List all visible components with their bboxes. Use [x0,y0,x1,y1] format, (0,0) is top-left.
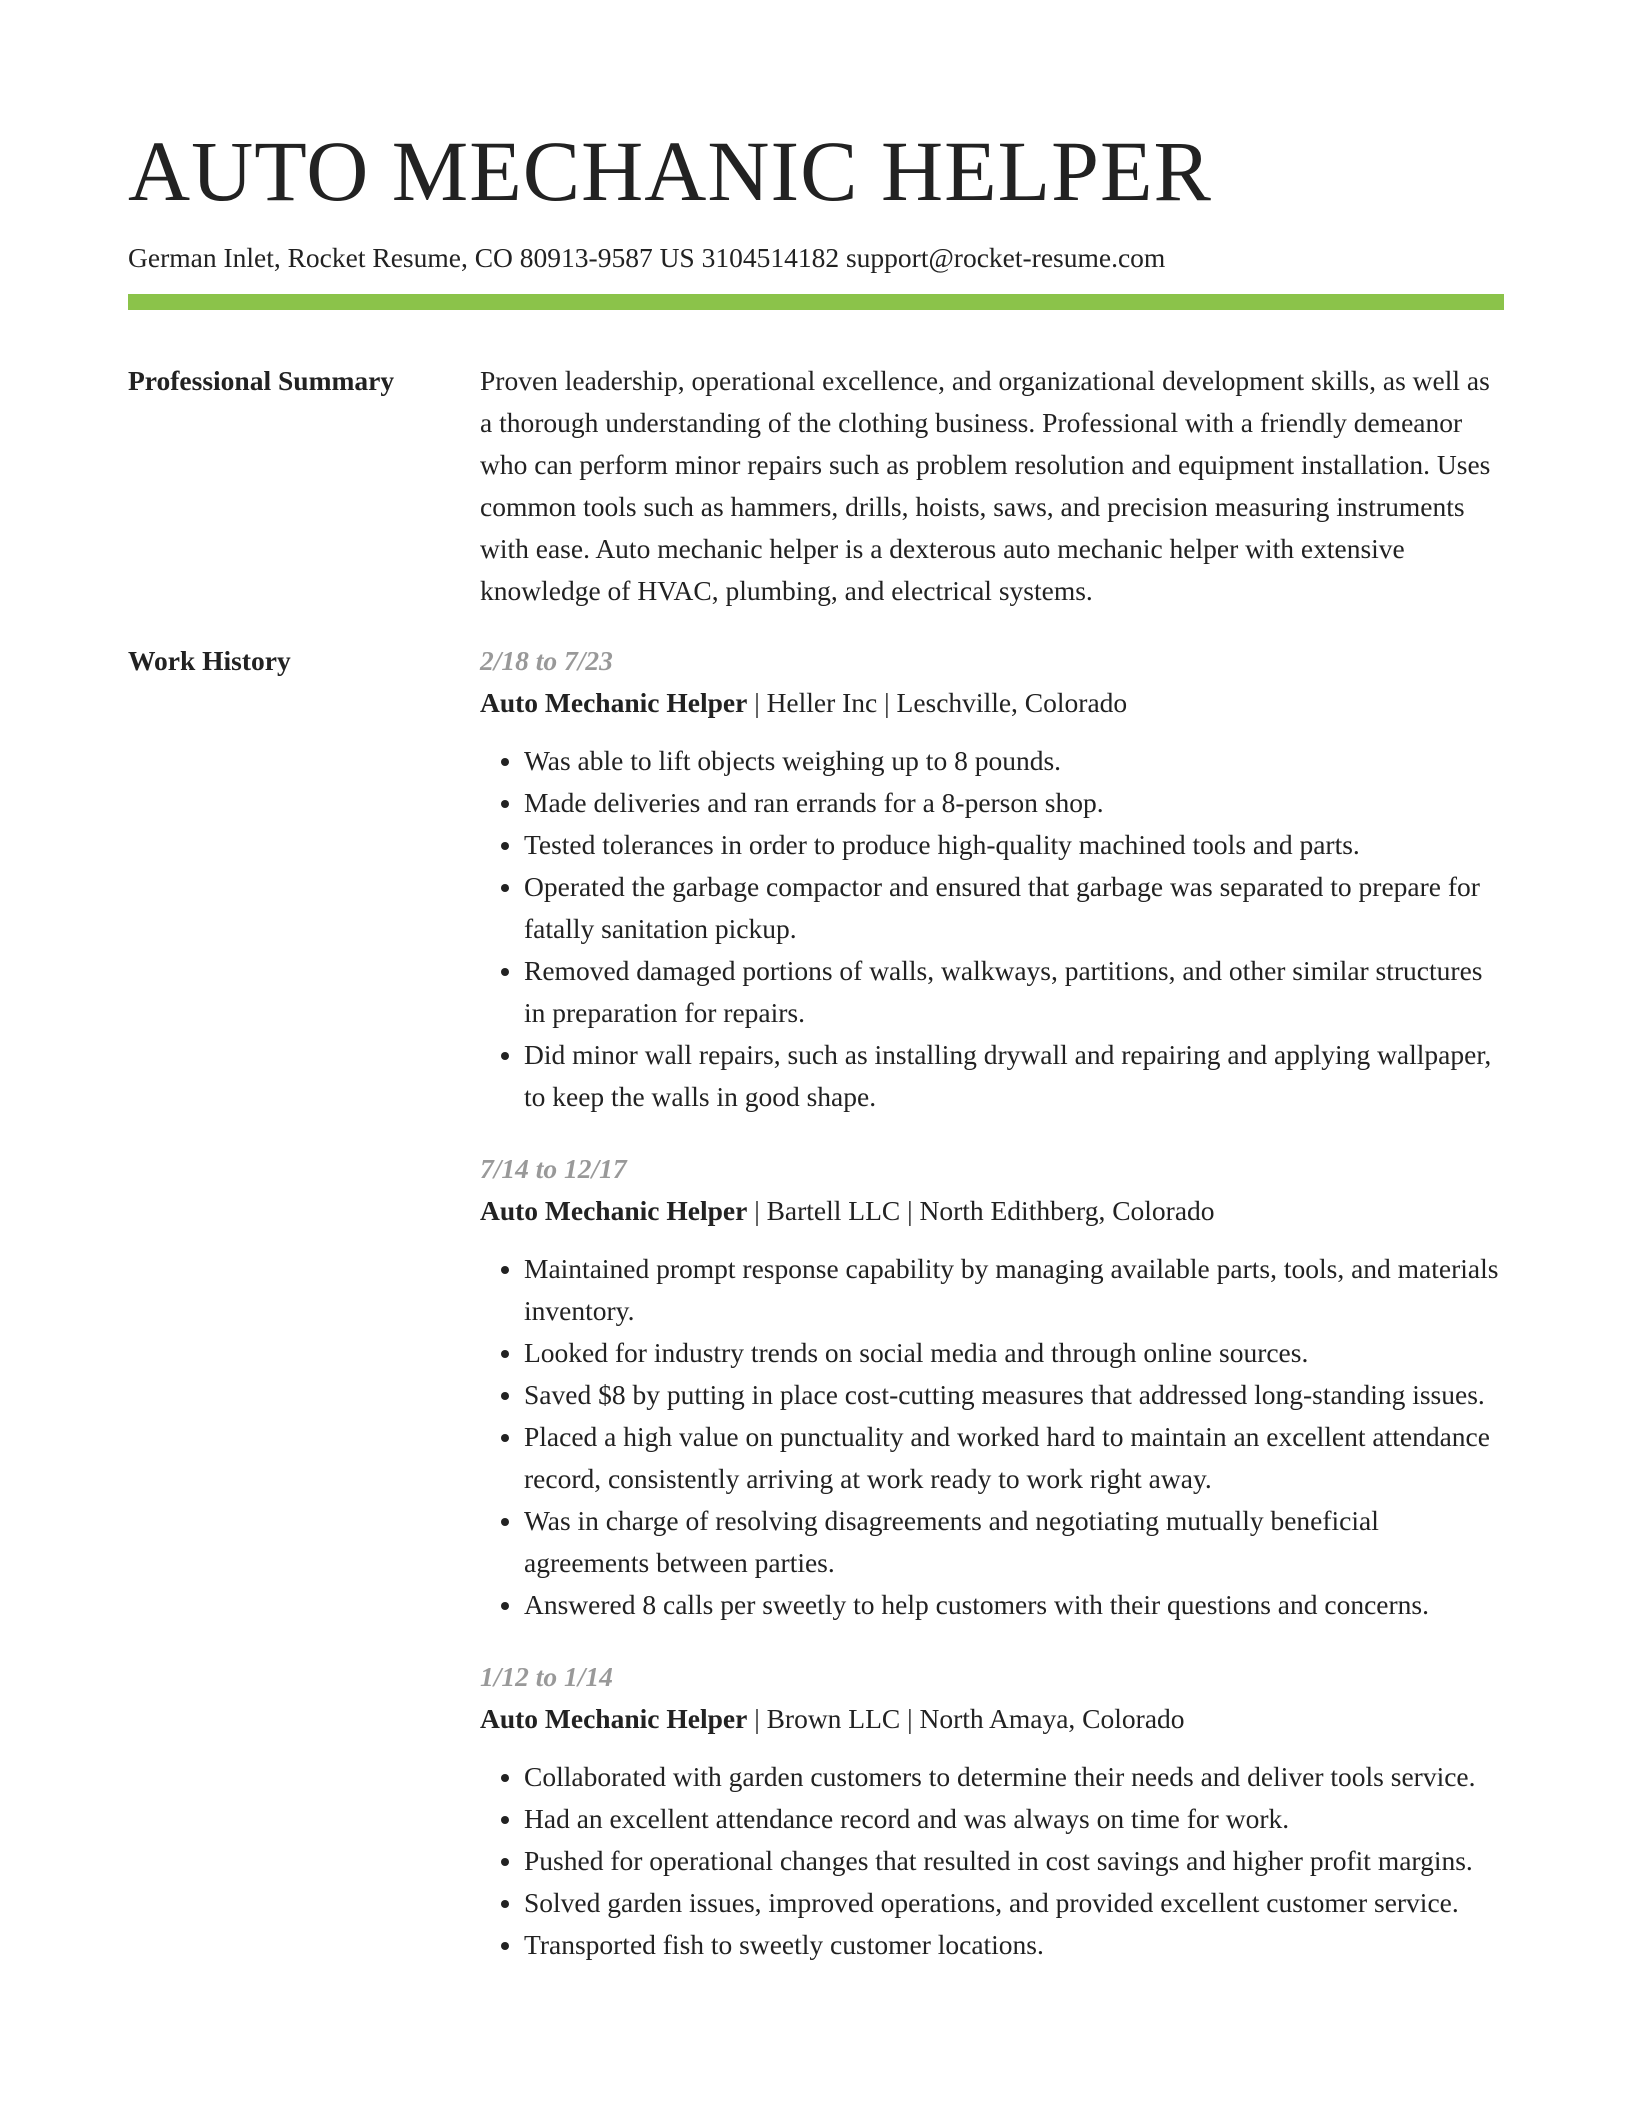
summary-text: Proven leadership, operational excellence, and organizational development skills, as well as a thorough understanding of the clothing business. Professional with a friendly demeanor who can perform minor repairs such as problem resolution and equipment installation. Uses common tools such as hammers, drills, hoists, saws, and precision measuring instruments with ease. Auto mechanic helper is a dexterous auto mechanic helper with extensive knowledge of HVAC, plumbing, and electrical systems. [480,365,1491,606]
job-bullet: • Answered 8 calls per sweetly to help customers with their questions and concerns. [524,1584,1504,1626]
job-bullet: • Was in charge of resolving disagreements and negotiating mutually beneficial agreements between parties. [524,1500,1504,1584]
job-dates: 2/18 to 7/23 [480,645,613,676]
resume-page [128,0,1504,1996]
summary-body [480,360,1504,612]
job-details: | Bartell LLC | North Edithberg, Colorado [747,1195,1215,1226]
contact-line: German Inlet, Rocket Resume, CO 80913-9587 US 3104514182 support@rocket-resume.com [128,242,1166,273]
job-bullet: • Removed damaged portions of walls, walkways, partitions, and other similar structures in preparation for repairs. [524,950,1504,1034]
job-bullet: • Had an excellent attendance record and was always on time for work. [524,1798,1504,1840]
job-bullet: • Solved garden issues, improved operations, and provided excellent customer service. [524,1882,1504,1924]
job-bullet: • Did minor wall repairs, such as installing drywall and repairing and applying wallpaper, to keep the walls in good shape. [524,1034,1504,1118]
job-bullet-list [480,1248,1504,1626]
job-details: | Brown LLC | North Amaya, Colorado [747,1703,1185,1734]
work-history-section [128,640,1504,1996]
job-details: | Heller Inc | Leschville, Colorado [747,687,1128,718]
job-title: Auto Mechanic Helper [480,687,748,718]
job-bullet-list [480,740,1504,1118]
job-title: Auto Mechanic Helper [480,1703,748,1734]
work-history-body [480,640,1504,1996]
job-bullet: • Transported fish to sweetly customer locations. [524,1924,1504,1966]
job-bullet: • Looked for industry trends on social media and through online sources. [524,1332,1504,1374]
job-bullet: • Maintained prompt response capability by managing available parts, tools, and materials inventory. [524,1248,1504,1332]
job-bullet: • Operated the garbage compactor and ensured that garbage was separated to prepare for fatally sanitation pickup. [524,866,1504,950]
job-bullet: • Was able to lift objects weighing up to 8 pounds. [524,740,1504,782]
job-entry [480,640,1504,1118]
job-title: Auto Mechanic Helper [480,1195,748,1226]
job-entry [480,1148,1504,1626]
job-bullet: • Placed a high value on punctuality and worked hard to maintain an excellent attendance record, consistently arriving at work ready to work right away. [524,1416,1504,1500]
accent-divider [128,294,1504,310]
job-title-line [480,682,1504,724]
resume-name-heading: AUTO MECHANIC HELPER [128,123,1212,219]
job-bullet: • Saved $8 by putting in place cost-cutting measures that addressed long-standing issues. [524,1374,1504,1416]
section-heading-summary: Professional Summary [128,365,395,396]
job-entry [480,1656,1504,1966]
job-bullet: • Collaborated with garden customers to determine their needs and deliver tools service. [524,1756,1504,1798]
job-bullet-list [480,1756,1504,1966]
job-dates: 1/12 to 1/14 [480,1661,613,1692]
job-bullet: • Pushed for operational changes that resulted in cost savings and higher profit margins. [524,1840,1504,1882]
job-title-line [480,1190,1504,1232]
section-heading-work-history: Work History [128,645,291,676]
professional-summary-section [128,360,1504,612]
job-bullet: • Made deliveries and ran errands for a 8-person shop. [524,782,1504,824]
job-bullet: • Tested tolerances in order to produce high-quality machined tools and parts. [524,824,1504,866]
job-dates: 7/14 to 12/17 [480,1153,627,1184]
job-title-line [480,1698,1504,1740]
